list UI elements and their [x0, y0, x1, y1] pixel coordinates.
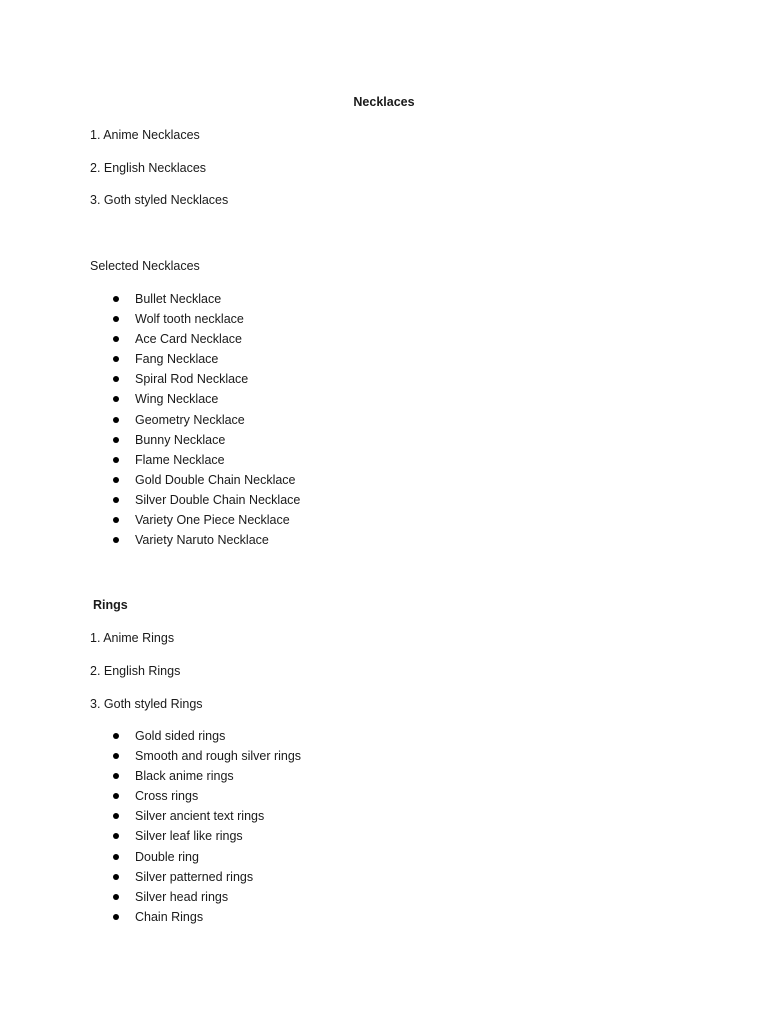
rings-heading: Rings: [93, 598, 128, 612]
bullet-icon: [113, 753, 119, 759]
bullet-icon: [113, 833, 119, 839]
bullet-icon: [113, 733, 119, 739]
bullet-icon: [113, 793, 119, 799]
bullet-icon: [113, 874, 119, 880]
bullet-icon: [113, 537, 119, 543]
bullet-icon: [113, 296, 119, 302]
bullet-icon: [113, 356, 119, 362]
bullet-icon: [113, 316, 119, 322]
bullet-icon: [113, 417, 119, 423]
ring-category-3: 3. Goth styled Rings: [90, 697, 203, 711]
bullet-icon: [113, 914, 119, 920]
necklaces-heading: Necklaces: [353, 95, 415, 109]
bullet-icon: [113, 376, 119, 382]
necklace-category-3: 3. Goth styled Necklaces: [90, 193, 229, 207]
bullet-icon: [113, 477, 119, 483]
ring-category-2: 2. English Rings: [90, 664, 181, 678]
bullet-icon: [113, 854, 119, 860]
ring-category-1: 1. Anime Rings: [90, 631, 175, 645]
selected-necklaces-heading: Selected Necklaces: [90, 259, 200, 273]
bullet-icon: [113, 457, 119, 463]
bullet-icon: [113, 517, 119, 523]
bullet-icon: [113, 336, 119, 342]
bullet-icon: [113, 813, 119, 819]
necklace-category-2: 2. English Necklaces: [90, 161, 207, 175]
necklace-category-1: 1. Anime Necklaces: [90, 128, 200, 142]
bullet-icon: [113, 437, 119, 443]
bullet-icon: [113, 773, 119, 779]
document-page: Necklaces 1. Anime Necklaces 2. English Necklaces 3. Goth styled Necklaces Selected Necklaces Bullet Necklace Wolf tooth necklace Ace Card Necklace Fang Necklace Spiral Rod Necklace Wing Necklace Geometry Necklace Bunny Necklace Flame Necklace Gold Double Chain Necklace Silver Double Chain Necklace Variety One Piece Necklace Variety Naruto Necklace Rings 1. Anime Rings 2. English Rings 3. Goth styled Rings Gold sided rings Smooth and rough silver rings Black anime rings Cross rings Silver ancient text rings Silver leaf like rings Double ring Silver patterned rings Silver head rings Chain Rings: [0, 0, 768, 1024]
bullet-icon: [113, 894, 119, 900]
bullet-icon: [113, 497, 119, 503]
bullet-icon: [113, 396, 119, 402]
